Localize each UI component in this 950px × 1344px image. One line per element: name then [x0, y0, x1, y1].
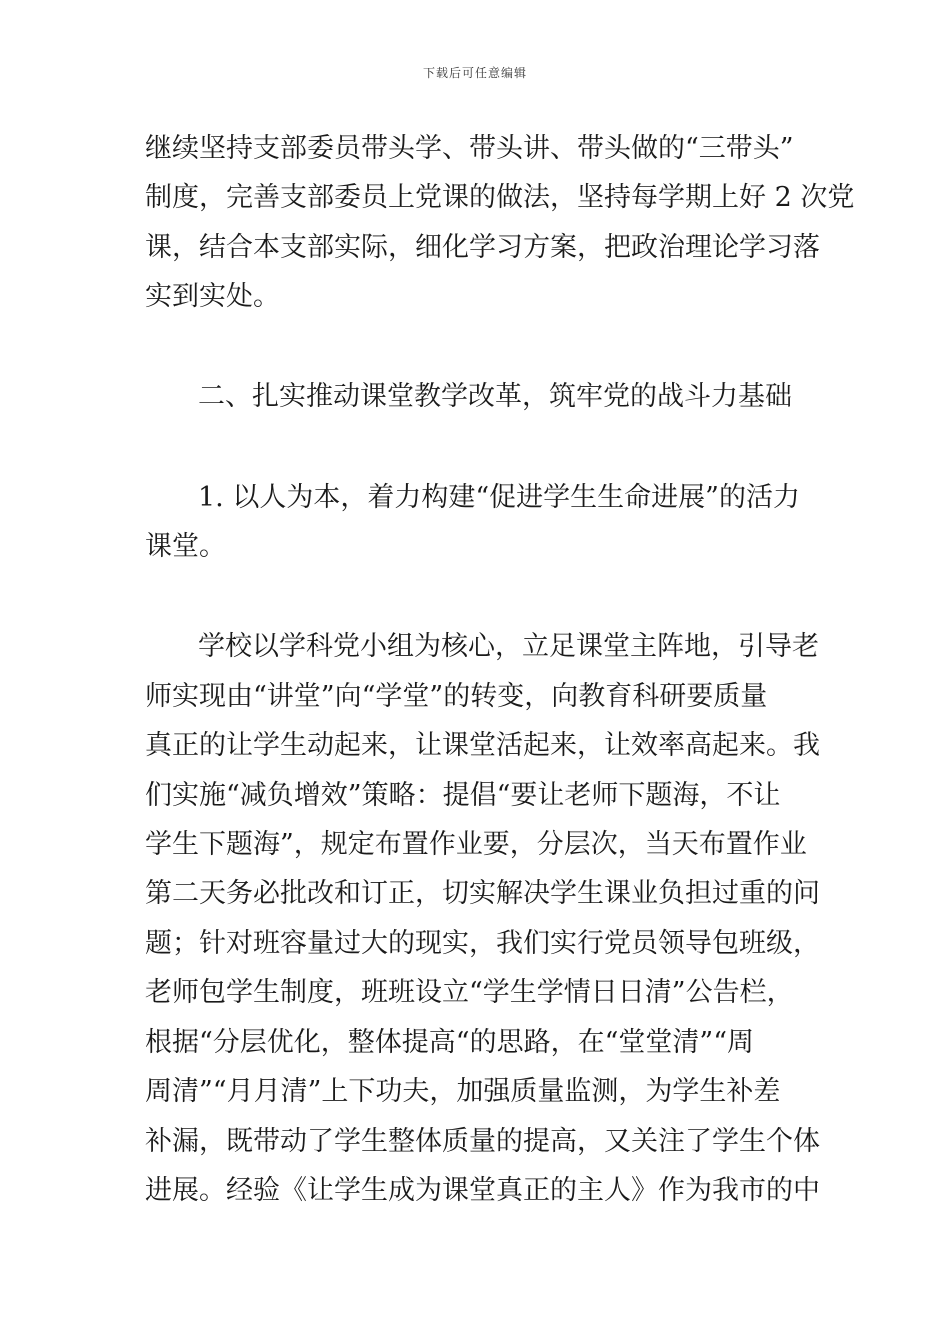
text-line: 真正的让学生动起来，让课堂活起来，让效率高起来。我 — [145, 730, 820, 761]
text-line: 第二天务必批改和订正，切实解决学生课业负担过重的问 — [145, 878, 820, 909]
header-note: 下载后可任意编辑 — [422, 66, 527, 80]
text-line: 师实现由“讲堂”向“学堂”的转变，向教育科研要质量 — [145, 681, 768, 712]
section-heading: 二、扎实推动课堂教学改革，筑牢党的战斗力基础 — [198, 381, 792, 412]
text-line: 周清”“月月清”上下功夫，加强质量监测，为学生补差 — [145, 1076, 781, 1107]
text-line: 学校以学科党小组为核心，立足课堂主阵地，引导老 — [198, 631, 819, 662]
text-line: 课，结合本支部实际，细化学习方案，把政治理论学习落 — [145, 232, 820, 263]
text-line: 课堂。 — [145, 531, 226, 562]
subsection-heading: 1. 以人为本，着力构建“促进学生生命进展”的活力 — [198, 482, 800, 513]
text-line: 实到实处。 — [145, 281, 280, 312]
text-line: 继续坚持支部委员带头学、带头讲、带头做的“三带头” — [145, 133, 794, 164]
text-line: 题；针对班容量过大的现实，我们实行党员领导包班级， — [145, 928, 820, 959]
text-line: 根据“分层优化，整体提高“的思路，在“堂堂清”“周 — [145, 1027, 755, 1058]
text-line: 进展。经验《让学生成为课堂真正的主人》作为我市的中 — [145, 1175, 820, 1206]
text-line: 学生下题海”，规定布置作业要，分层次，当天布置作业 — [145, 829, 807, 860]
text-line: 们实施“减负增效”策略：提倡“要让老师下题海，不让 — [145, 780, 781, 811]
text-line: 老师包学生制度，班班设立“学生学情日日清”公告栏， — [145, 977, 794, 1008]
text-line: 制度，完善支部委员上党课的做法，坚持每学期上好 2 次党 — [145, 182, 855, 213]
text-line: 补漏，既带动了学生整体质量的提高，又关注了学生个体 — [145, 1126, 820, 1157]
